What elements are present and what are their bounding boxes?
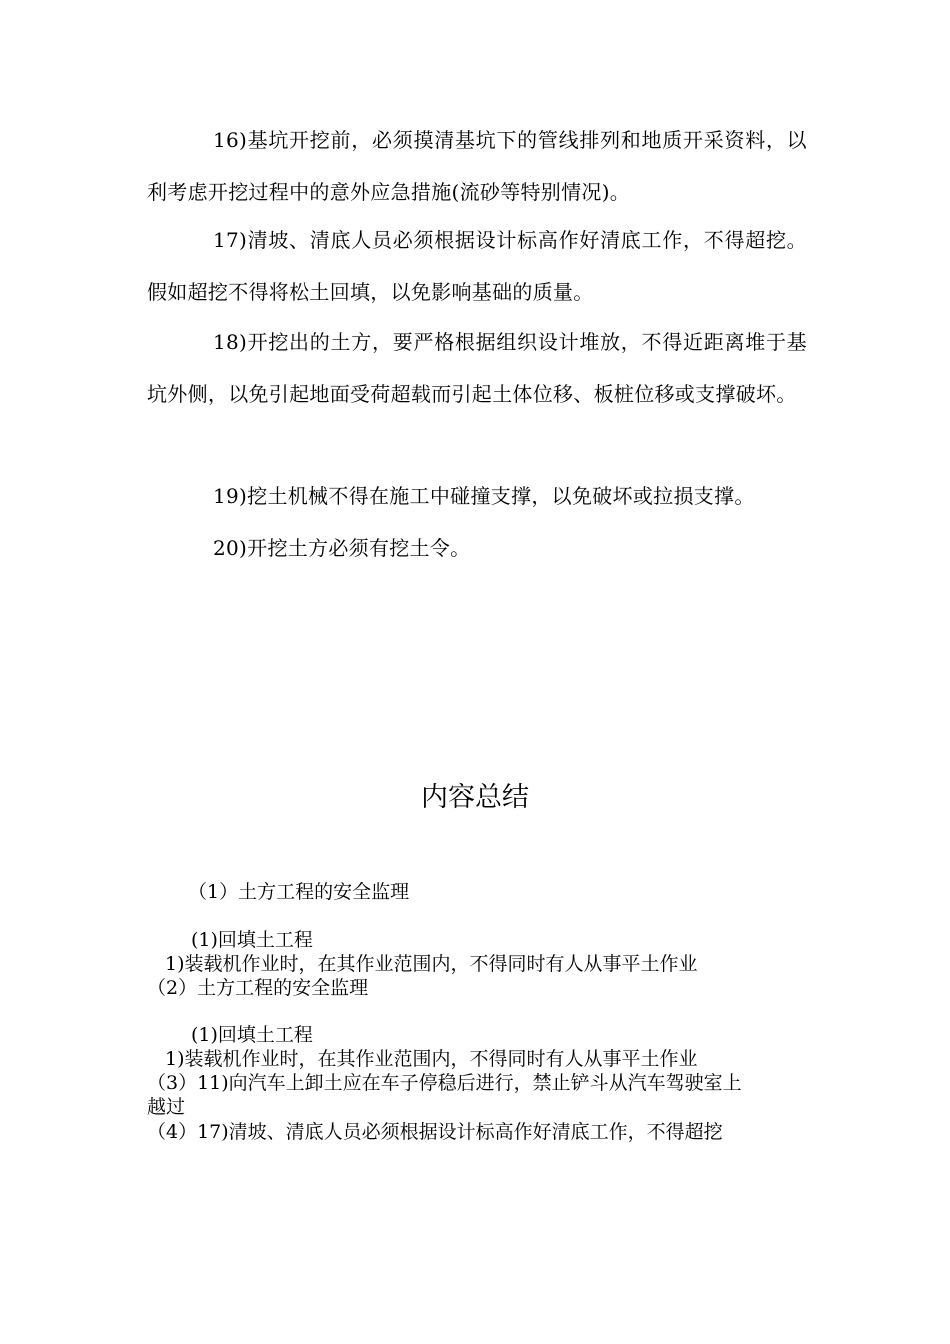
summary-item-2: （2）土方工程的安全监理 (147, 977, 369, 999)
summary-item-2-sub-2: 1)装载机作业时，在其作业范围内，不得同时有人从事平土作业 (165, 1048, 698, 1070)
summary-item-1: （1）土方工程的安全监理 (188, 881, 410, 903)
summary-item-2-sub-1: (1)回填土工程 (191, 1024, 313, 1046)
paragraph-18: 18)开挖出的土方，要严格根据组织设计堆放，不得近距离堆于基坑外侧，以免引起地面受荷超载而引起土体位移、板桩位移或支撑破坏。 (147, 330, 807, 406)
summary-item-3-continued: 越过 (147, 1096, 186, 1118)
summary-item-1-sub-1: (1)回填土工程 (191, 929, 313, 951)
paragraph-19: 19)挖土机械不得在施工中碰撞支撑，以免破坏或拉损支撑。 (213, 484, 755, 508)
summary-item-1-sub-2: 1)装载机作业时，在其作业范围内，不得同时有人从事平土作业 (165, 953, 698, 975)
summary-item-3: （3）11)向汽车上卸土应在车子停稳后进行，禁止铲斗从汽车驾驶室上 (147, 1072, 742, 1094)
paragraph-16: 16)基坑开挖前，必须摸清基坑下的管线排列和地质开采资料，以利考虑开挖过程中的意外应急措施(流砂等特别情况)。 (147, 128, 807, 204)
paragraph-20: 20)开挖土方必须有挖土令。 (213, 536, 471, 560)
summary-item-4: （4）17)清坡、清底人员必须根据设计标高作好清底工作，不得超挖 (147, 1121, 723, 1143)
summary-title: 内容总结 (421, 782, 529, 813)
paragraph-17: 17)清坡、清底人员必须根据设计标高作好清底工作，不得超挖。假如超挖不得将松土回填，以免影响基础的质量。 (147, 228, 807, 304)
